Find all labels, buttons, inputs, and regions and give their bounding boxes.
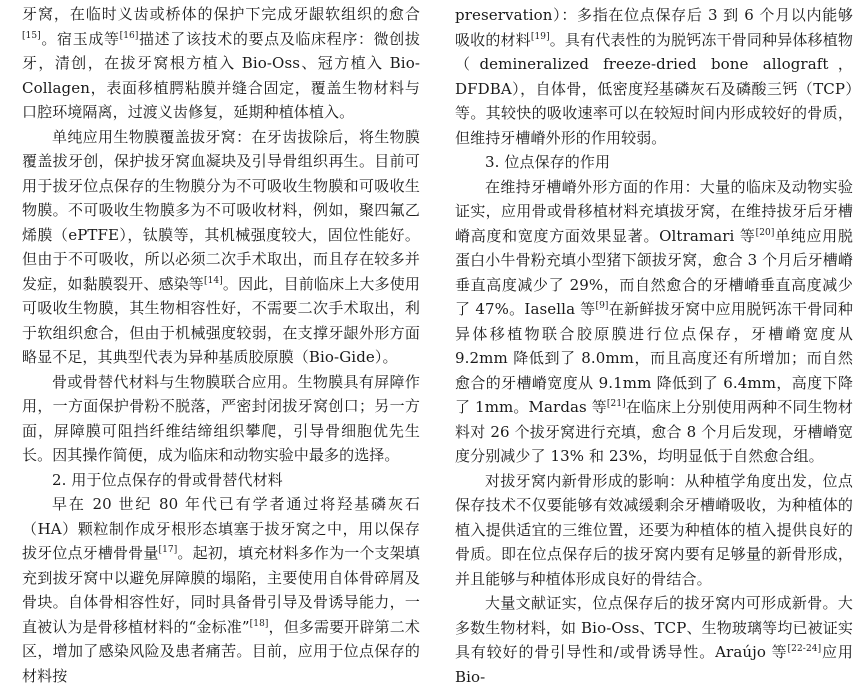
citation-ref: [18] bbox=[249, 618, 269, 629]
citation-ref: [15] bbox=[22, 30, 41, 41]
body-paragraph bbox=[455, 469, 853, 592]
citation-ref: [20] bbox=[755, 227, 775, 238]
text-run: ，但多需要开辟第二术区，增加了感染风险及患者痛苦。目前，应用于位点保存的材料按 bbox=[22, 617, 420, 685]
citation-ref: [21] bbox=[606, 399, 626, 409]
right-column bbox=[455, 3, 853, 689]
section-heading bbox=[455, 150, 853, 175]
text-run: 单纯应用生物膜覆盖拔牙窝：在牙齿拔除后，将生物膜覆盖拔牙创，保护拔牙窝血凝块及引导骨组织再生。目前可用于拔牙位点保存的生物膜分为不可吸收生物膜和可吸收生物膜。不可吸收生物膜多为不可吸收材料，例如，聚四氟乙烯膜（ePTFE），钛膜等，其机械强度较大，固位性能好。但由于不可吸收，所以必须二次手术取出，而且存在较多并发症，如黏膜裂开、感染等 bbox=[22, 127, 420, 293]
text-run: 。具有代表性的为脱钙冻干骨同种异体移植物（demineralized freeze-dried bone allograft，DFDBA），自体骨，低密度羟基磷灰石及磷酸三钙（TCP）等。其较快的吸收速率可以在较短时间内形成较好的骨质，但维持牙槽嵴外形的作用较弱。 bbox=[455, 30, 853, 147]
section-heading bbox=[22, 468, 420, 493]
citation-ref: [17] bbox=[158, 545, 178, 555]
text-run: 。因此，目前临床上大多使用可吸收生物膜，其生物相容性好，不需要二次手术取出，利于软组织愈合，但由于机械强度较弱，在支撑牙龈外形方面略显不足，其典型代表为异种基质胶原膜（Bio-Gide）。 bbox=[22, 274, 420, 366]
body-paragraph bbox=[22, 370, 420, 468]
citation-ref: [16] bbox=[119, 30, 139, 41]
citation-ref: [14] bbox=[203, 275, 223, 286]
text-run: 在临床上分别使用两种不同生物材料对 26 个拔牙窝进行充填，愈合 8 个月后发现，牙槽嵴宽度分别减少了 13% 和 23%，均明显低于自然愈合组。 bbox=[455, 398, 853, 465]
text-run: 牙窝，在临时义齿或桥体的保护下完成牙龈软组织的愈合 bbox=[22, 5, 420, 23]
text-run: 对拔牙窝内新骨形成的影响：从种植学角度出发，位点保存技术不仅要能够有效减缓剩余牙槽嵴吸收，为种植体的植入提供适宜的三维位置，还要为种植体的植入提供良好的骨质。即在位点保存后的拔牙窝内要有足够量的新骨形成，并且能够与种植体形成良好的骨结合。 bbox=[455, 471, 853, 588]
citation-ref: [9] bbox=[595, 301, 609, 311]
text-run: 。宿玉成等 bbox=[40, 29, 120, 48]
text-run: 3. 位点保存的作用 bbox=[485, 153, 611, 171]
body-paragraph-continued bbox=[22, 2, 420, 125]
text-run: 在新鲜拔牙窝中应用脱钙冻干骨同种异体移植物联合胶原膜进行位点保存，牙槽嵴宽度从 9.2mm 降低到了 8.0mm，而且高度还有所增加；而自然愈合的牙槽嵴宽度从 9.1mm 降低到了 6.4mm，高度下降了 1mm。Mardas 等 bbox=[455, 300, 854, 416]
text-run: preservation）：多指在位点保存后 3 到 6 个月以内能够吸收的材料 bbox=[455, 6, 853, 49]
body-paragraph bbox=[455, 591, 853, 689]
text-run: 2. 用于位点保存的骨或骨替代材料 bbox=[52, 470, 283, 489]
text-run: 描述了该技术的要点及临床程序：微创拔牙，清创，在拔牙窝根方植入 Bio-Oss、冠方植入 Bio-Collagen，表面移植腭粘膜并缝合固定，覆盖生物材料与口腔环境隔离，过渡义齿修复，延期种植体植入。 bbox=[22, 29, 420, 121]
citation-ref: [22-24] bbox=[787, 644, 822, 654]
citation-ref: [19] bbox=[530, 31, 550, 42]
text-run: 单纯应用脱蛋白小牛骨粉充填小型猪下颌拔牙窝，愈合 3 个月后牙槽嵴垂直高度减少了 29%，而自然愈合的牙槽嵴垂直高度减少了 47%。Iasella 等 bbox=[455, 226, 853, 318]
body-paragraph bbox=[455, 175, 853, 469]
left-column bbox=[22, 2, 420, 688]
text-run: 早在 20 世纪 80 年代已有学者通过将羟基磷灰石（HA）颗粒制作成牙根形态填塞于拔牙窝之中，用以保存拔牙位点牙槽骨骨量 bbox=[22, 495, 420, 562]
text-run: 骨或骨替代材料与生物膜联合应用。生物膜具有屏障作用，一方面保护骨粉不脱落，严密封闭拔牙窝创口；另一方面，屏障膜可阻挡纤维结缔组织攀爬，引导骨细胞优先生长。因其操作简便，成为临床和动物实验中最多的选择。 bbox=[22, 372, 420, 464]
body-paragraph bbox=[22, 125, 420, 370]
text-run: 应用 Bio- bbox=[455, 643, 853, 686]
text-run: 。起初，填充材料多作为一个支架填充到拔牙窝中以避免屏障膜的塌陷，主要使用自体骨碎屑及骨块。自体骨相容性好，同时具备骨引导及骨诱导能力，一直被认为是骨移植材料的“金标准” bbox=[22, 544, 420, 636]
body-paragraph-continued bbox=[455, 3, 853, 150]
body-paragraph bbox=[22, 492, 420, 688]
text-run: 大量文献证实，位点保存后的拔牙窝内可形成新骨。大多数生物材料，如 Bio-Oss、TCP、生物玻璃等均已被证实具有较好的骨引导性和/或骨诱导性。Araújo 等 bbox=[455, 594, 853, 661]
text-run: 在维持牙槽嵴外形方面的作用：大量的临床及动物实验证实，应用骨或骨移植材料充填拔牙窝，在维持拔牙后牙槽嵴高度和宽度方面效果显著。Oltramari 等 bbox=[455, 177, 853, 245]
